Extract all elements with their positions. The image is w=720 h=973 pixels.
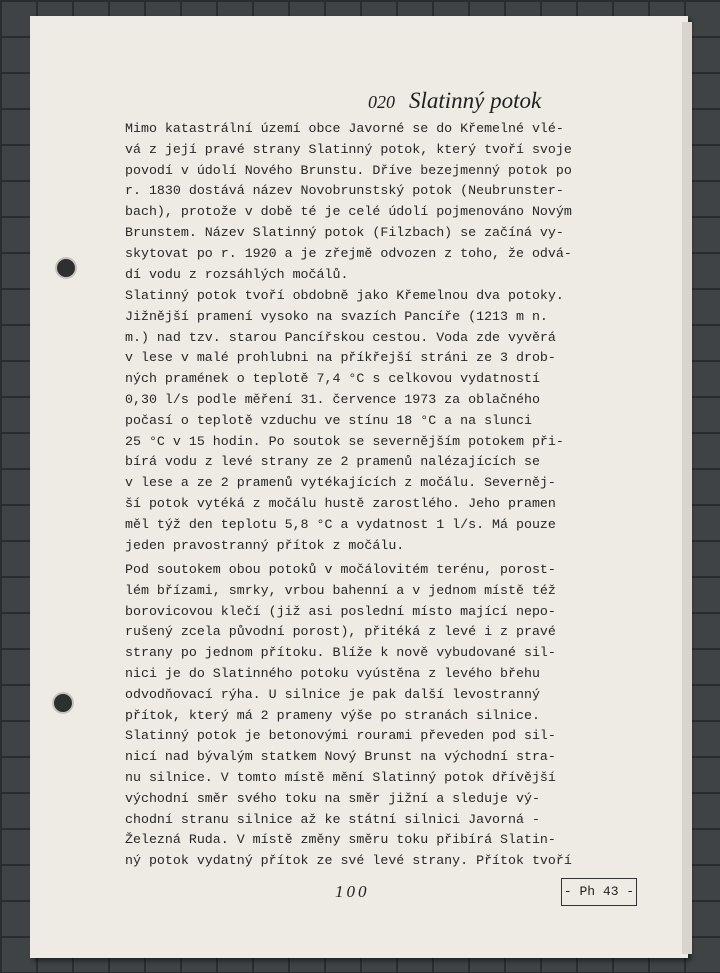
text-line: borovicovou klečí (již asi poslední místo mající nepo- (125, 603, 556, 619)
paragraph (125, 286, 580, 556)
text-line: odvodňovací rýha. U silnice je pak další levostranný (125, 686, 540, 702)
text-line: m.) nad tzv. starou Pancířskou cestou. Voda zde vyvěrá (125, 329, 556, 345)
text-line: ší potok vytéká z močálu hustě zarostlého. Jeho pramen (125, 495, 556, 511)
text-line: rušený zcela původní porost), přitéká z levé i z pravé (125, 624, 556, 640)
text-line: Slatinný potok je betonovými rourami převeden pod sil- (125, 728, 556, 744)
text-line: Železná Ruda. V místě změny směru toku přibírá Slatin- (125, 832, 556, 848)
text-line: 25 °C v 15 hodin. Po soutok se severnějším potokem při- (125, 433, 564, 449)
text-line: nu silnice. V tomto místě mění Slatinný potok dřívější (125, 769, 556, 785)
text-line: vá z její pravé strany Slatinný potok, který tvoří svoje (125, 141, 572, 157)
text-line: strany po jednom přítoku. Blíže k nově vybudované sil- (125, 645, 556, 661)
text-line: Mimo katastrální území obce Javorné se do Křemelné vlé- (125, 121, 564, 136)
page-number: 100 (335, 882, 370, 901)
text-line: skytovat po r. 1920 a je zřejmě odvozen z toho, že odvá- (125, 245, 572, 261)
text-line: měl týž den teplotu 5,8 °C a vydatnost 1 l/s. Má pouze (125, 516, 556, 532)
text-line: nicí nad bývalým statkem Nový Brunst na východní stra- (125, 749, 556, 765)
text-line: 0,30 l/s podle měření 31. července 1973 za oblačného (125, 391, 540, 407)
text-line: bírá vodu z levé strany ze 2 pramenů nalézajících se (125, 454, 540, 470)
text-line: Brunstem. Název Slatinný potok (Filzbach) se začíná vy- (125, 224, 564, 240)
text-line: jeden pravostranný přítok z močálu. (125, 537, 405, 553)
text-line: počasí o teplotě vzduchu ve stínu 18 °C a na slunci (125, 412, 532, 428)
text-line: v lese v malé prohlubni na příkřejší stráni ze 3 drob- (125, 350, 556, 366)
text-line: povodí v údolí Nového Brunstu. Dříve bezejmenný potok po (125, 162, 572, 178)
section-title: Slatinný potok (409, 88, 542, 113)
text-line: v lese a ze 2 pramenů vytékajících z močálu. Severněj- (125, 475, 556, 491)
page-edge (682, 22, 692, 954)
section-number: 020 (368, 92, 395, 112)
archive-code: - Ph 43 - (561, 878, 637, 906)
punch-hole (52, 692, 74, 714)
text-line: ných pramének o teplotě 7,4 °C s celkovou vydatností (125, 371, 540, 387)
text-line: r. 1830 dostává název Novobrunstský potok (Neubrunster- (125, 183, 564, 199)
text-line: lém břízami, smrky, vrbou bahenní a v jednom místě též (125, 582, 556, 598)
paragraph (125, 560, 580, 872)
text-line: východní směr svého toku na směr jižní a sleduje vý- (125, 790, 540, 806)
text-line: dí vodu z rozsáhlých močálů. (125, 266, 349, 282)
text-line: bach), protože v době té je celé údolí pojmenováno Novým (125, 204, 572, 220)
paragraph (125, 119, 580, 285)
section-header (368, 88, 541, 114)
text-line: Jižnější pramení vysoko na svazích Pancíře (1213 m n. (125, 308, 548, 324)
text-line: nici je do Slatinného potoku vyústěna z levého břehu (125, 665, 540, 681)
text-line: ný potok vydatný přítok ze své levé strany. Přítok tvoří (125, 853, 572, 869)
text-line: chodní stranu silnice až ke státní silnici Javorná - (125, 811, 540, 827)
punch-hole (55, 257, 77, 279)
text-line: Pod soutokem obou potoků v močálovitém terénu, porost- (125, 562, 556, 577)
text-line: přítok, který má 2 prameny výše po stranách silnice. (125, 707, 540, 723)
text-line: Slatinný potok tvoří obdobně jako Křemelnou dva potoky. (125, 288, 564, 303)
